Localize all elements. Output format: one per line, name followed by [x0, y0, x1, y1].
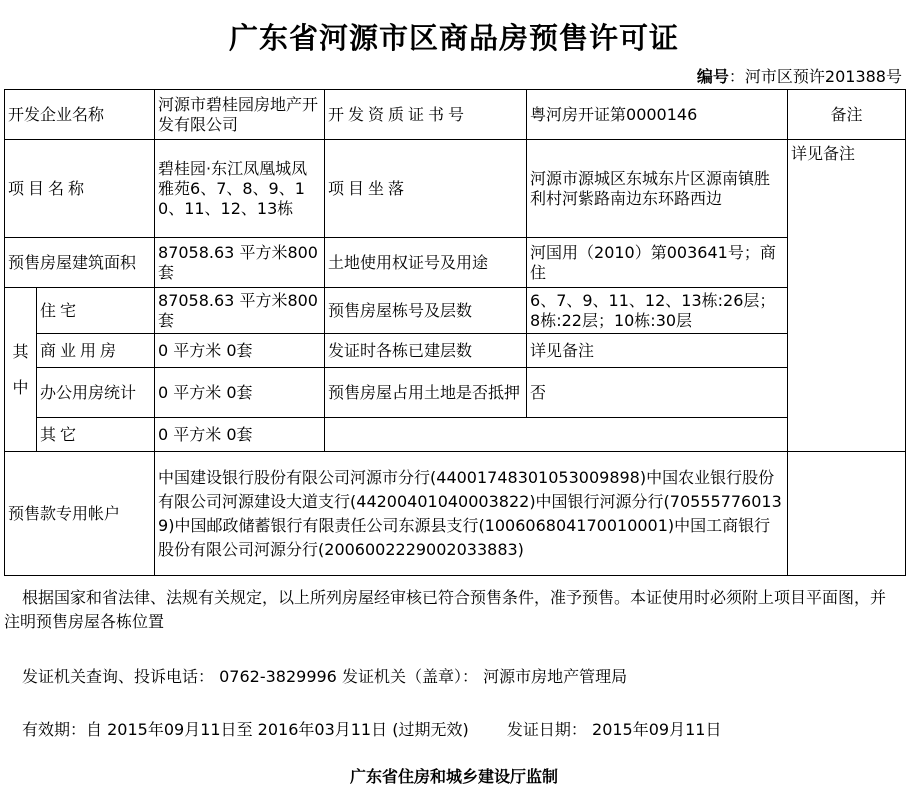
validity-line: [22, 717, 721, 740]
certificate-table: [4, 89, 906, 576]
validity-to: 至: [236, 720, 253, 739]
qualification-value: 粤河房开证第0000146: [527, 90, 788, 140]
residential-label: 住宅: [37, 288, 155, 334]
of-which-char-2: 中: [12, 377, 29, 397]
area-label: 预售房屋建筑面积: [5, 238, 155, 288]
commercial-value: 0 平方米 0套: [155, 334, 325, 368]
location-label: 项目坐落: [325, 140, 527, 238]
validity-end: 2016年03月11日: [257, 720, 388, 739]
account-remarks-empty: [788, 452, 906, 576]
contact-line: [22, 664, 627, 687]
area-value: 87058.63 平方米800套: [155, 238, 325, 288]
land-value: 河国用（2010）第003641号；商住: [527, 238, 788, 288]
of-which-label: [5, 288, 37, 452]
phone-number: 0762-3829996: [219, 667, 337, 686]
document-title: 广东省河源市区商品房预售许可证: [228, 21, 679, 55]
account-value: 中国建设银行股份有限公司河源市分行(44001748301053009898)中国农业银行股份有限公司河源建设大道支行(44200401040003822)中国银行河源分行(705557760139)中国邮政储蓄银行有限责任公司东源县支行(100606804170010001)中国工商银行股份有限公司河源分行(2006002229002033883): [155, 452, 788, 576]
validity-start: 2015年09月11日: [107, 720, 237, 739]
validity-note: (过期无效): [392, 720, 469, 739]
certificate-number-label: 编号: [696, 67, 729, 86]
empty-cell: [325, 418, 788, 452]
remarks-value: 详见备注: [788, 140, 906, 452]
developer-label: 开发企业名称: [5, 90, 155, 140]
commercial-label: 商业用房: [37, 334, 155, 368]
qualification-label: 开发资质证书号: [325, 90, 527, 140]
validity-label: 有效期：自: [22, 720, 103, 739]
supervision-footer: 广东省住房和城乡建设厅监制: [349, 767, 558, 786]
built-floors-label: 发证时各栋已建层数: [325, 334, 527, 368]
account-label: 预售款专用帐户: [5, 452, 155, 576]
issue-date: 2015年09月11日: [592, 720, 722, 739]
remarks-label: 备注: [788, 90, 906, 140]
built-floors-value: 详见备注: [527, 334, 788, 368]
office-value: 0 平方米 0套: [155, 368, 325, 418]
mortgage-label: 预售房屋占用土地是否抵押: [325, 368, 527, 418]
office-label: 办公用房统计: [37, 368, 155, 418]
residential-value: 87058.63 平方米800套: [155, 288, 325, 334]
buildings-label: 预售房屋栋号及层数: [325, 288, 527, 334]
approval-statement: 根据国家和省法律、法规有关规定，以上所列房屋经审核已符合预售条件，准予预售。本证使用时必须附上项目平面图，并注明预售房屋各栋位置: [4, 588, 887, 631]
other-value: 0 平方米 0套: [155, 418, 325, 452]
authority-label: 发证机关（盖章）：: [341, 667, 478, 686]
mortgage-value: 否: [527, 368, 788, 418]
location-value: 河源市源城区东城东片区源南镇胜利村河紫路南边东环路西边: [527, 140, 788, 238]
buildings-value: 6、7、9、11、12、13栋:26层；8栋:22层；10栋:30层: [527, 288, 788, 334]
land-label: 土地使用权证号及用途: [325, 238, 527, 288]
project-name-value: 碧桂园·东江凤凰城凤雅苑6、7、8、9、10、11、12、13栋: [155, 140, 325, 238]
issue-date-label: 发证日期：: [506, 720, 587, 739]
authority-name: 河源市房地产管理局: [483, 667, 628, 686]
other-label: 其它: [37, 418, 155, 452]
phone-label: 发证机关查询、投诉电话：: [22, 667, 215, 686]
certificate-number: [697, 64, 902, 87]
developer-value: 河源市碧桂园房地产开发有限公司: [155, 90, 325, 140]
of-which-char-1: 其: [12, 341, 29, 361]
project-name-label: 项目名称: [5, 140, 155, 238]
certificate-number-value: ：河市区预许201388号: [728, 67, 902, 86]
